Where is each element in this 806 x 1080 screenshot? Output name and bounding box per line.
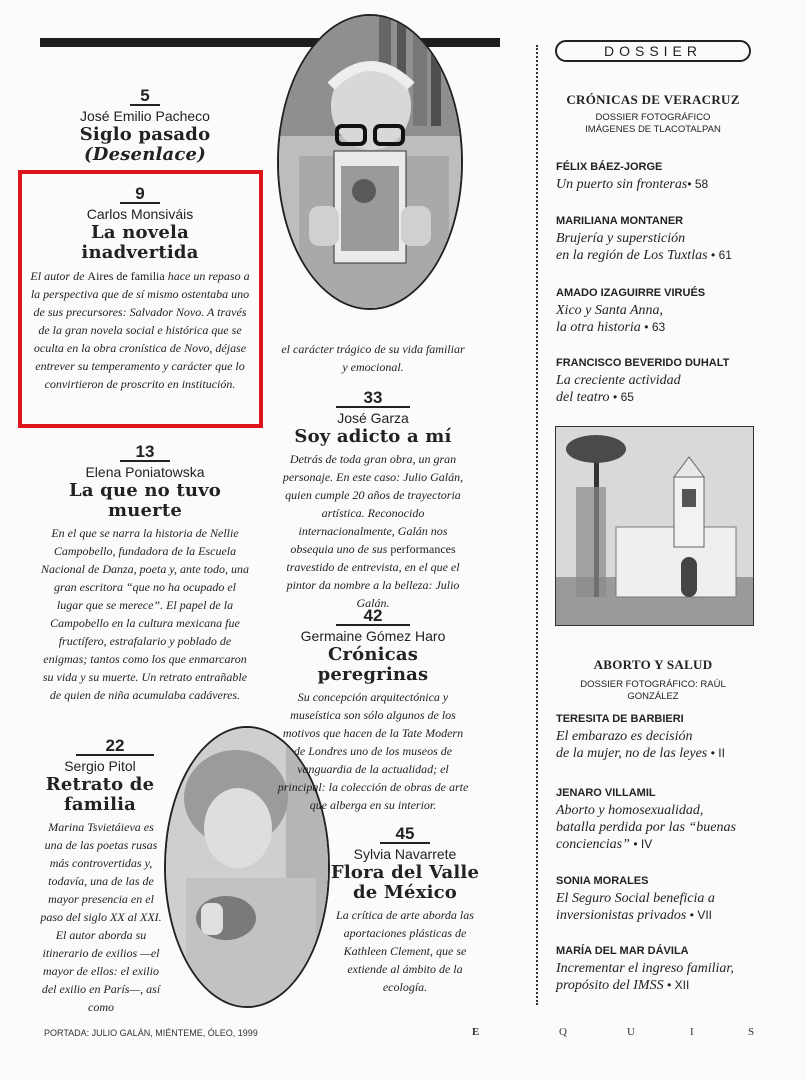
- entry-author: MARILIANA MONTANER: [556, 215, 684, 227]
- top-rule: [40, 38, 500, 47]
- page-number: 45: [380, 826, 430, 844]
- column-divider: [536, 45, 538, 1005]
- section-title: CRÓNICAS DE VERACRUZ: [566, 92, 740, 107]
- entry-title: Aborto y homosexualidad, batalla perdida por las “buenas conciencias” • IV: [556, 803, 736, 852]
- article-description: Su concepción arquitectónica y museística son sólo algunos de los motivos que hacen de la Tate Modern de Londres uno de los museos de vanguardia de la actualidad; el principal: la colección de obras de arte que alberga en su interior.: [277, 690, 469, 812]
- church-image: [556, 427, 753, 625]
- dossier-entry: [556, 160, 796, 193]
- author-name: José Emilio Pacheco: [80, 108, 210, 124]
- dossier-label: DOSSIER: [555, 40, 751, 62]
- article-title-line-2: inadvertida: [81, 242, 199, 263]
- entry-author: TERESITA DE BARBIERI: [556, 713, 684, 725]
- article-42: [276, 608, 470, 814]
- page-number: 9: [120, 186, 160, 204]
- article-description: En el que se narra la historia de Nellie Campobello, fundadora de la Escuela Nacional de Danza, poeta y, ante todo, una gran escritora “que no ha ocupado el lugar que se merece”. El papel de la Campobello en la cultura mexicana fue fructífero, estrafalario y poblado de enigmas; tantos como los que enmarcaron su vida y su muerte. Un retrato entrañable de quien de niña acumulaba cadáveres.: [41, 526, 249, 702]
- article-22-continued: [278, 340, 468, 376]
- page-number: 13: [120, 444, 170, 462]
- footer-letter-u: U: [627, 1026, 635, 1038]
- section-subtitle-2: IMÁGENES DE TLACOTALPAN: [585, 124, 721, 135]
- dossier-entry: [556, 286, 796, 336]
- page-number: 33: [336, 390, 410, 408]
- dossier-entry: [556, 712, 796, 762]
- author-name: Elena Poniatowska: [85, 464, 205, 480]
- article-description: La crítica de arte aborda las aportaciones plásticas de Kathleen Clement, que se extiende al ámbito de la ecología.: [336, 908, 474, 994]
- entry-author: FRANCISCO BEVERIDO DUHALT: [556, 357, 730, 369]
- entry-title: Incrementar el ingreso familiar, propósito del IMSS • XII: [556, 961, 734, 993]
- article-subtitle: (Desenlace): [84, 144, 206, 165]
- page-number: 22: [76, 738, 154, 756]
- entry-author: MARÍA DEL MAR DÁVILA: [556, 945, 689, 957]
- footer-letter-e: E: [472, 1026, 480, 1038]
- article-22: [40, 738, 160, 1016]
- article-title-line-1: Retrato de: [45, 774, 155, 795]
- article-title-line-1: La que no tuvo: [68, 480, 221, 501]
- entry-title: El embarazo es decisión de la mujer, no de las leyes • II: [556, 729, 725, 761]
- dossier-entry: [556, 874, 796, 924]
- man-with-book-image: [279, 16, 461, 308]
- section-subtitle: DOSSIER FOTOGRÁFICO: RAÚL GONZÁLEZ: [580, 679, 726, 702]
- article-description: Marina Tsvietáieva es una de las poetas rusas más controvertidas y, todavía, una de las de mayor presencia en el paso del siglo XX al XXI. El autor aborda su itinerario de exilios —el mayor de ellos: el exilio del exilio en París—, así como: [40, 820, 162, 1014]
- footer-letter-i: I: [690, 1026, 694, 1038]
- entry-author: FÉLIX BÁEZ-JORGE: [556, 161, 663, 173]
- article-title: Crónicas peregrinas: [317, 644, 429, 685]
- dossier-entry: [556, 944, 796, 994]
- author-photo-oval: [277, 14, 463, 310]
- article-title-line-1: Flora del Valle: [330, 862, 480, 883]
- article-title: Siglo pasado: [79, 124, 211, 145]
- author-name: Germaine Gómez Haro: [300, 628, 446, 644]
- entry-author: SONIA MORALES: [556, 875, 649, 887]
- entry-title: El Seguro Social beneficia a inversionistas privados • VII: [556, 891, 715, 923]
- article-13: [40, 444, 250, 704]
- article-description-continued: el carácter trágico de su vida familiar y emocional.: [281, 342, 465, 374]
- article-description: El autor de Aires de familia hace un repaso a la perspectiva que de sí mismo ostentaba uno de sus precursores: Salvador Novo. A través de la gran novela social e histórica que se oculta en la obra cronística de Novo, déjase entrever su temperamento y carácter que lo convirtieron de proscrito en institución.: [30, 269, 250, 391]
- highlight-box: [18, 170, 263, 428]
- author-name: Sylvia Navarrete: [353, 846, 457, 862]
- article-description: Detrás de toda gran obra, un gran personaje. En este caso: Julio Galán, quien cumple 20 años de trayectoria artística. Reconocido internacionalmente, Galán nos obsequia uno de sus performances travestido de entrevista, en el que el pintor da nombre a la belleza: Julio Galán.: [282, 452, 464, 610]
- entry-title: Brujería y superstición en la región de Los Tuxtlas • 61: [556, 231, 732, 263]
- dossier-entry: [556, 786, 796, 853]
- church-photo: [555, 426, 754, 626]
- article-45: [330, 826, 480, 996]
- article-title-line-1: La novela: [91, 222, 189, 243]
- article-title-line-2: familia: [63, 794, 137, 815]
- article-title: Soy adicto a mí: [294, 426, 452, 447]
- entry-title: Un puerto sin fronteras• 58: [556, 177, 709, 192]
- page-number: 42: [336, 608, 410, 626]
- author-name: José Garza: [337, 410, 409, 426]
- section-cronicas: [555, 92, 751, 136]
- section-title: ABORTO Y SALUD: [593, 657, 713, 672]
- section-aborto: [555, 657, 751, 703]
- cover-credit: PORTADA: JULIO GALÁN, MIÉNTEME, ÓLEO, 1999: [44, 1028, 258, 1038]
- article-title-line-2: de México: [352, 882, 458, 903]
- article-5: [40, 88, 250, 165]
- author-name: Carlos Monsiváis: [86, 206, 194, 222]
- article-title-line-2: muerte: [107, 500, 183, 521]
- page-number: 5: [130, 88, 160, 106]
- entry-author: AMADO IZAGUIRRE VIRUÉS: [556, 287, 706, 299]
- author-name: Sergio Pitol: [64, 758, 136, 774]
- footer-letter-q: Q: [559, 1026, 567, 1038]
- dossier-entry: [556, 214, 796, 264]
- footer-letter-s: S: [748, 1026, 755, 1038]
- entry-title: La creciente actividad del teatro • 65: [556, 373, 681, 405]
- article-33: [276, 390, 470, 612]
- entry-title: Xico y Santa Anna, la otra historia • 63: [556, 303, 666, 335]
- entry-author: JENARO VILLAMIL: [556, 787, 656, 799]
- section-subtitle-1: DOSSIER FOTOGRÁFICO: [595, 112, 711, 123]
- dossier-entry: [556, 356, 796, 406]
